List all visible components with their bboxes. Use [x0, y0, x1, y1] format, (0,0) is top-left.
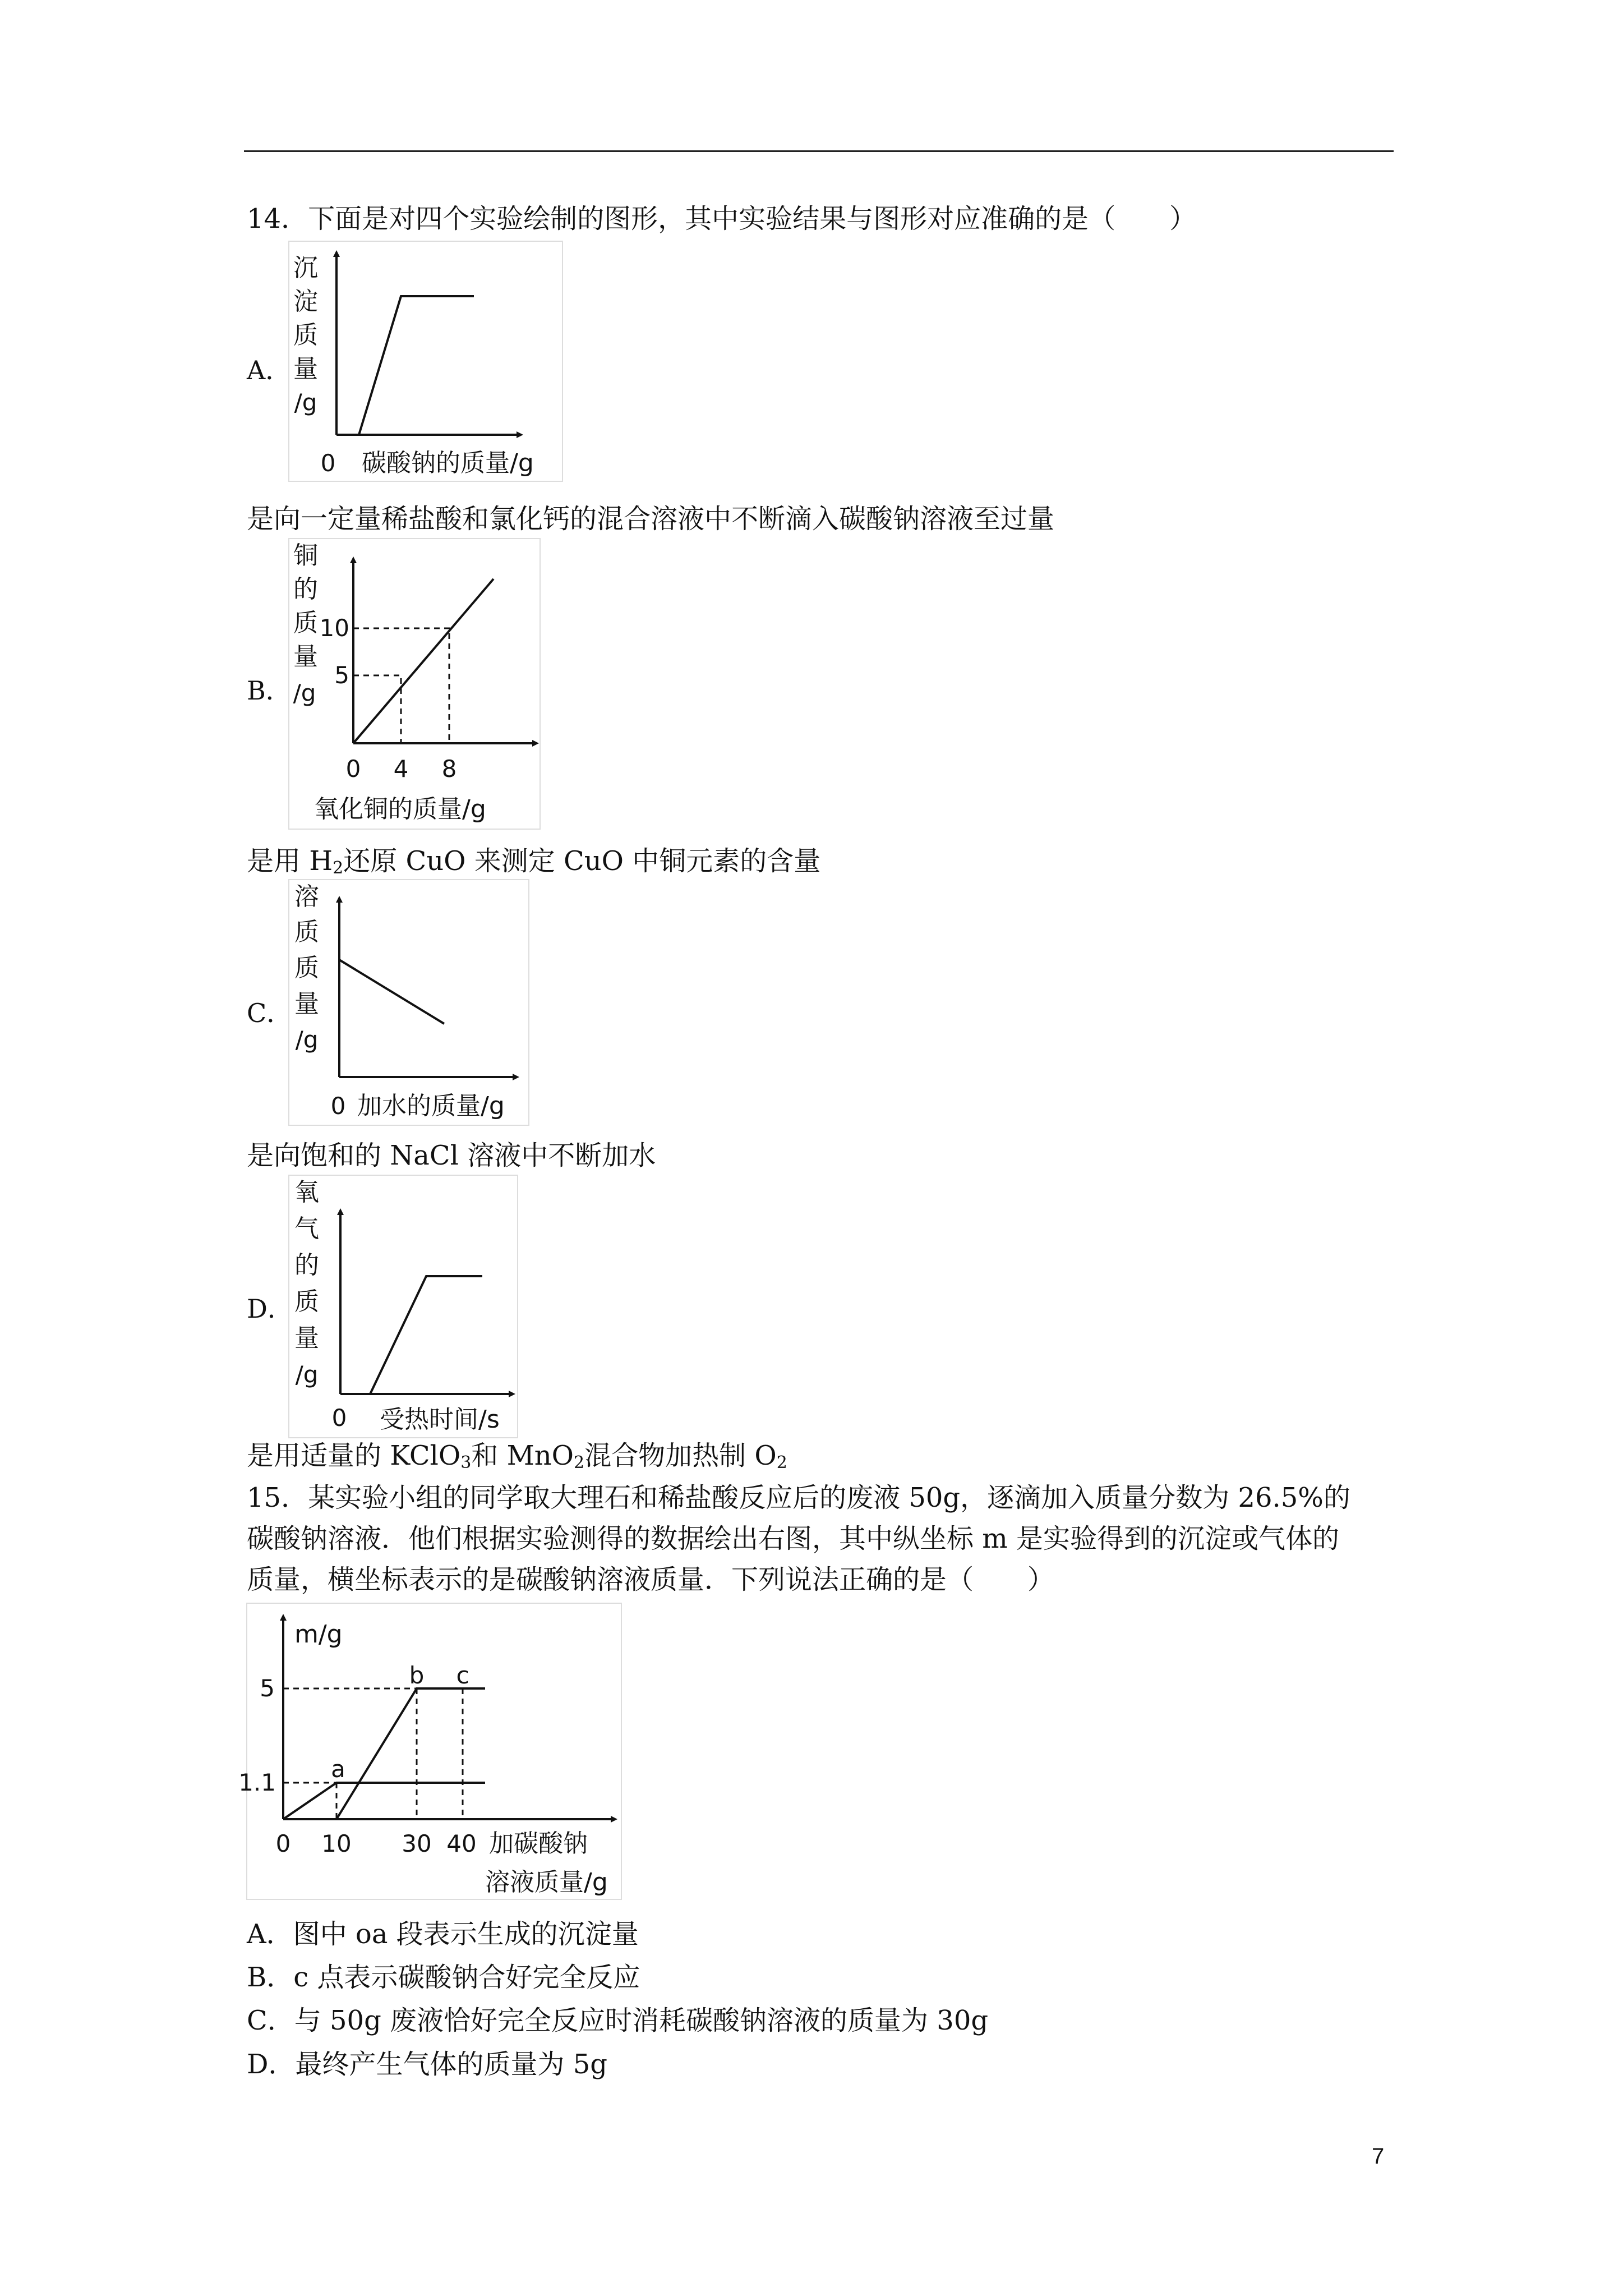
ylabel-char: 量 [293, 355, 318, 383]
ylabel-char: 质 [293, 321, 318, 349]
ylabel-char: 铜 [293, 541, 318, 570]
ytick-label: 1.1 [238, 1769, 276, 1796]
page-number: 7 [1372, 2144, 1385, 2169]
ylabel-unit: /g [293, 679, 316, 707]
point-label-c: c [456, 1662, 469, 1689]
ylabel-unit: /g [295, 1361, 319, 1388]
ylabel-char: 溶 [294, 882, 319, 911]
ylabel-char: 质 [294, 918, 319, 946]
point-label-a: a [331, 1755, 345, 1783]
q15-stem-line-3: 质量，横坐标表示的是碳酸钠溶液质量．下列说法正确的是（ ） [247, 1564, 1055, 1595]
ylabel-char: 量 [293, 642, 318, 671]
ylabel-char: 量 [294, 1324, 319, 1352]
xtick-label: 0 [275, 1830, 291, 1857]
ytick-label: 10 [319, 614, 349, 642]
ylabel-char: 质 [294, 954, 319, 982]
q14-option-b-label: B． [247, 675, 292, 706]
xtick-label: 4 [393, 755, 409, 783]
ylabel-char: 氧 [294, 1178, 319, 1207]
copper-line [353, 579, 494, 743]
q15-option-d: D．最终产生气体的质量为 5g [247, 2049, 608, 2080]
ylabel-char: 气 [294, 1214, 319, 1243]
q15-stem-line-2: 碳酸钠溶液．他们根据实验测得的数据绘出右图，其中纵坐标 m 是实验得到的沉淀或气体的 [247, 1523, 1340, 1554]
ytick-label: 5 [260, 1674, 275, 1702]
precipitate-curve [359, 296, 474, 435]
q14-option-a-label: A． [247, 355, 292, 385]
q15-stem-line-1: 15．某实验小组的同学取大理石和稀盐酸反应后的废液 50g，逐滴加入质量分数为 26.5%的 [247, 1482, 1350, 1513]
q14-graph-c [289, 880, 530, 1126]
ylabel-char: 的 [293, 575, 318, 604]
ylabel-char: 质 [293, 609, 318, 637]
gas-curve [283, 1783, 485, 1819]
ylabel-char: 淀 [293, 287, 318, 316]
xlabel: 受热时间/s [380, 1405, 500, 1434]
ylabel-char: 质 [294, 1287, 319, 1316]
ylabel: m/g [294, 1620, 343, 1649]
ylabel-char: 沉 [293, 254, 318, 282]
q14-option-a-desc: 是向一定量稀盐酸和氯化钙的混合溶液中不断滴入碳酸钠溶液至过量 [247, 503, 1055, 535]
ytick-label: 5 [334, 661, 349, 689]
q14-option-d-label: D． [247, 1294, 293, 1324]
guide-4-5 [353, 675, 401, 743]
oxygen-curve [370, 1276, 482, 1394]
point-label-b: b [409, 1662, 425, 1689]
q15-option-a: A．图中 oa 段表示生成的沉淀量 [247, 1918, 639, 1950]
ylabel-char: 的 [294, 1251, 319, 1280]
xtick-label: 10 [321, 1830, 352, 1857]
header-rule [244, 150, 1394, 152]
q14-graph-b [289, 539, 541, 830]
ylabel-unit: /g [295, 1026, 319, 1053]
q15-option-c: C．与 50g 废液恰好完全反应时消耗碳酸钠溶液的质量为 30g [247, 2005, 989, 2036]
q14-stem: 14．下面是对四个实验绘制的图形，其中实验结果与图形对应准确的是（ ） [247, 203, 1197, 234]
q14-option-b-desc: 是用 $H_2$还原 CuO 来测定 CuO 中铜元素的含量 [247, 845, 821, 878]
q14-option-c-desc: 是向饱和的 NaCl 溶液中不断加水 [247, 1140, 656, 1171]
xlabel-line-1: 加碳酸钠 [489, 1829, 588, 1858]
ylabel-char: 量 [294, 990, 319, 1018]
xlabel: 碳酸钠的质量/g [362, 449, 534, 477]
xtick-label: 0 [345, 755, 361, 783]
q15-graph [238, 1603, 623, 1901]
q14-option-c-label: C． [247, 998, 293, 1028]
xtick-label: 40 [446, 1830, 477, 1857]
xtick-label: 30 [402, 1830, 432, 1857]
xtick-label: 8 [441, 755, 457, 783]
q15-option-b: B．c 点表示碳酸钠合好完全反应 [247, 1962, 640, 1993]
xlabel: 加水的质量/g [357, 1092, 505, 1120]
xlabel: 氧化铜的质量/g [314, 795, 486, 823]
solute-line [339, 960, 444, 1024]
q14-graph-a [289, 241, 564, 482]
origin-label: 0 [331, 1404, 347, 1432]
q14-option-d-desc: 是用适量的 KClO$_3$和 MnO$_2$混合物加热制 $O_2$ [247, 1440, 787, 1473]
q14-graph-d [289, 1175, 519, 1439]
ylabel-unit: /g [294, 389, 317, 416]
origin-label: 0 [320, 449, 336, 477]
origin-label: 0 [330, 1092, 346, 1120]
xlabel-line-2: 溶液质量/g [485, 1868, 608, 1897]
